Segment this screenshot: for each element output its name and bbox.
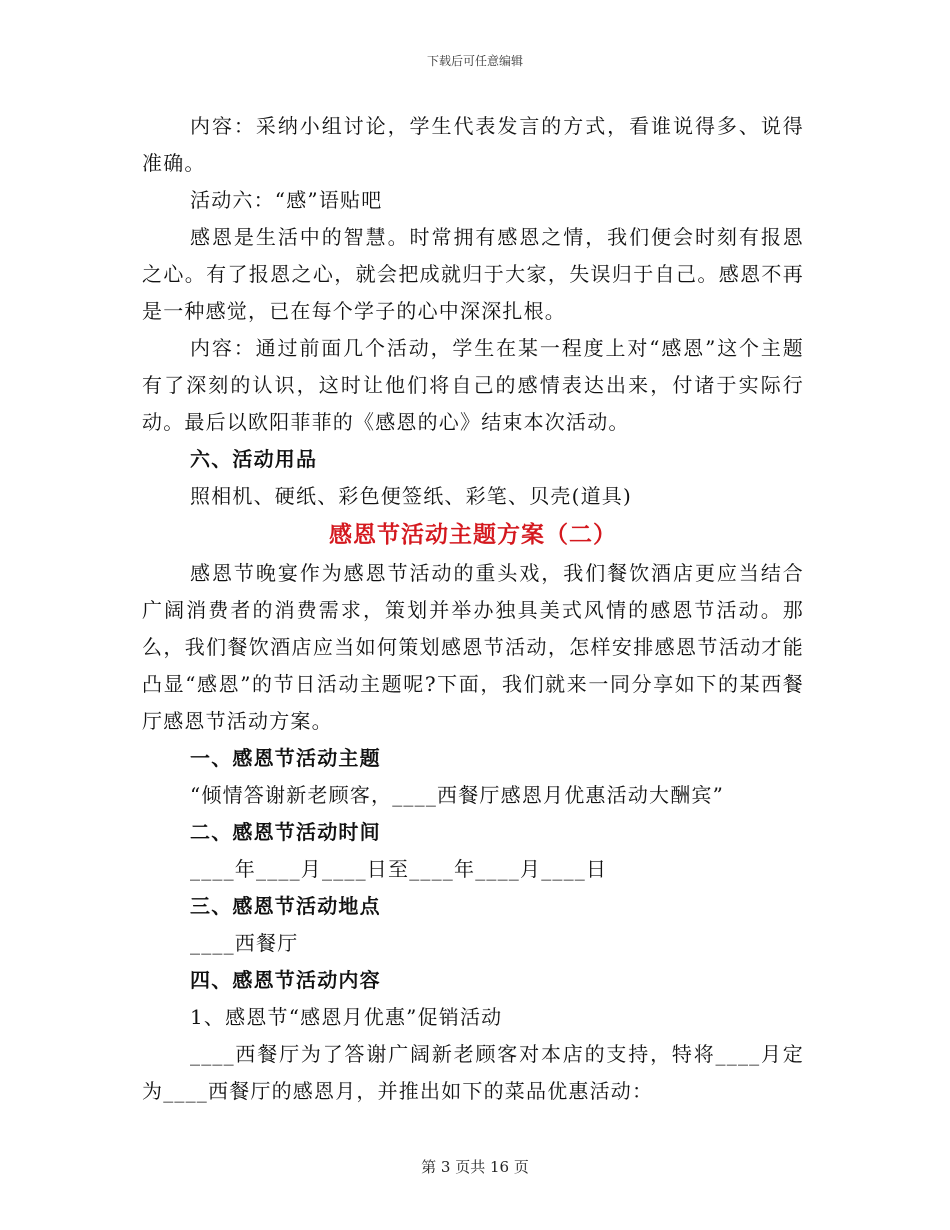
document-body xyxy=(142,108,804,1110)
paragraph-promo-title: 1、感恩节“感恩月优惠”促销活动 xyxy=(190,1005,503,1029)
heading-location: 三、感恩节活动地点 xyxy=(190,894,381,918)
heading-theme: 一、感恩节活动主题 xyxy=(190,746,381,770)
page-header: 下载后可任意编辑 xyxy=(426,54,523,68)
section-title: 感恩节活动主题方案（二） xyxy=(329,521,617,548)
paragraph-time: ____年____月____日至____年____月____日 xyxy=(190,857,608,881)
heading-activity-supplies: 六、活动用品 xyxy=(190,447,318,471)
heading-content: 四、感恩节活动内容 xyxy=(190,968,381,992)
heading-time: 二、感恩节活动时间 xyxy=(190,820,381,844)
paragraph-intro: 感恩节晚宴作为感恩节活动的重头戏，我们餐饮酒店更应当结合广阔消费者的消费需求，策划并举办独具美式风情的感恩节活动。那么，我们餐饮酒店应当如何策划感恩节活动，怎样安排感恩节活动才能凸显“感恩”的节日活动主题呢?下面，我们就来一同分享如下的某西餐厅感恩节活动方案。 xyxy=(142,561,804,733)
paragraph-promo-detail: ____西餐厅为了答谢广阔新老顾客对本店的支持，特将____月定为____西餐厅的感恩月，并推出如下的菜品优惠活动： xyxy=(142,1042,804,1103)
page-footer: 第 3 页共 16 页 xyxy=(421,1158,529,1176)
paragraph-gratitude-wisdom: 感恩是生活中的智慧。时常拥有感恩之情，我们便会时刻有报恩之心。有了报恩之心，就会把成就归于大家，失误归于自己。感恩不再是一种感觉，已在每个学子的心中深深扎根。 xyxy=(142,225,804,323)
paragraph-activity-six: 活动六：“感”语贴吧 xyxy=(190,188,383,212)
paragraph-supplies-list: 照相机、硬纸、彩色便签纸、彩笔、贝壳(道具) xyxy=(190,484,633,508)
paragraph-content-expression: 内容：通过前面几个活动，学生在某一程度上对“感恩”这个主题有了深刻的认识，这时让他们将自己的感情表达出来，付诸于实际行动。最后以欧阳菲菲的《感恩的心》结束本次活动。 xyxy=(142,336,804,434)
paragraph-theme: “倾情答谢新老顾客，____西餐厅感恩月优惠活动大酬宾” xyxy=(190,783,725,807)
paragraph-location: ____西餐厅 xyxy=(190,931,299,955)
paragraph-content-discussion: 内容：采纳小组讨论，学生代表发言的方式，看谁说得多、说得准确。 xyxy=(142,114,804,175)
